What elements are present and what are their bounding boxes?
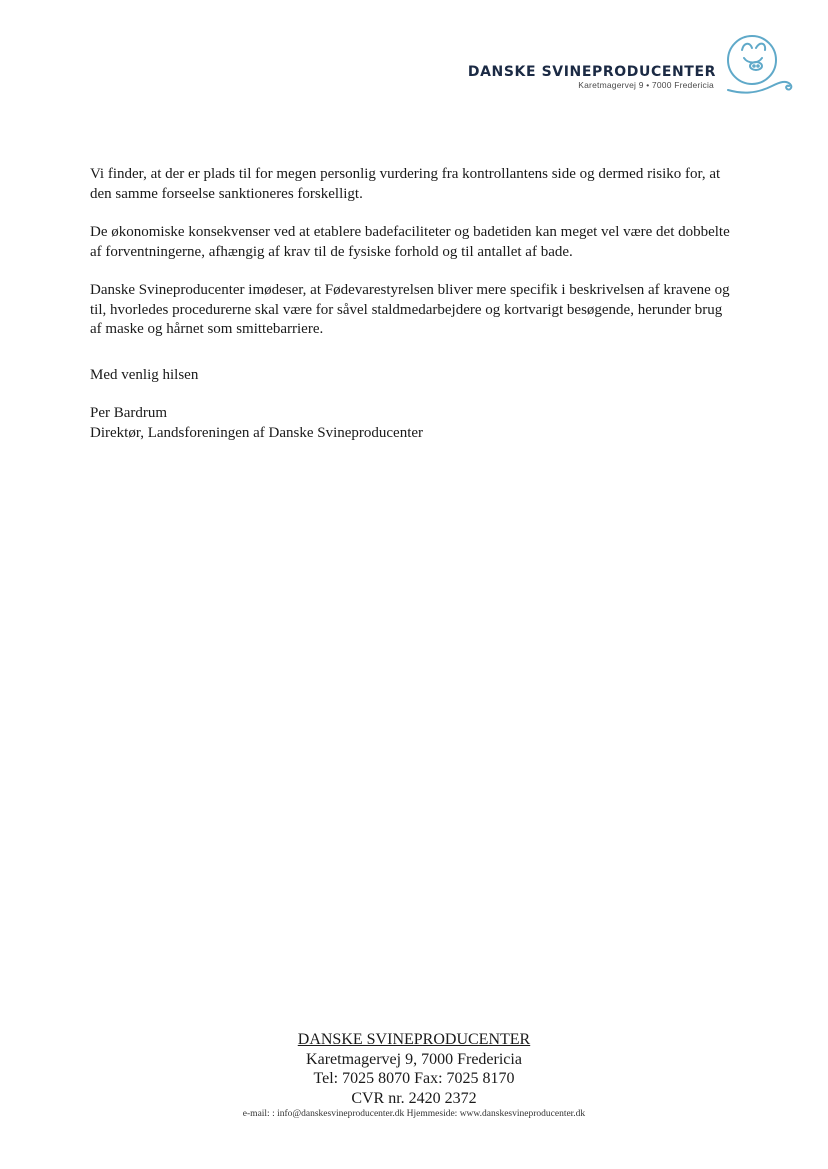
- footer-phone-fax: Tel: 7025 8070 Fax: 7025 8170: [313, 1070, 515, 1087]
- signature-block: [90, 404, 730, 443]
- signature-name: Per Bardrum: [90, 405, 168, 421]
- letter-body: [90, 165, 730, 462]
- footer-company-name: DANSKE SVINEPRODUCENTER: [297, 1031, 531, 1048]
- body-paragraph-2: De økonomiske konsekvenser ved at etablere badefaciliteter og badetiden kan meget vel være det dobbelte af forventningerne, afhængig af krav til de fysiske forhold og til antallet af bade.: [90, 224, 730, 260]
- letterhead-address: Karetmagervej 9 • 7000 Fredericia: [578, 80, 714, 90]
- footer-address: Karetmagervej 9, 7000 Fredericia: [306, 1050, 522, 1068]
- letterhead-company-name: DANSKE SVINEPRODUCENTER: [467, 64, 716, 80]
- footer-cvr: CVR nr. 2420 2372: [351, 1089, 477, 1107]
- pig-logo-icon: [722, 28, 800, 100]
- letterhead: [0, 0, 828, 110]
- body-paragraph-1: Vi finder, at der er plads til for megen personlig vurdering fra kontrollantens side og dermed risiko for, at den samme forseelse sanktioneres forskelligt.: [90, 166, 721, 202]
- closing-greeting: Med venlig hilsen: [90, 366, 199, 383]
- signature-title: Direktør, Landsforeningen af Danske Svineproducenter: [90, 424, 424, 441]
- letter-footer: [0, 1030, 828, 1121]
- body-paragraph-3: Danske Svineproducenter imødeser, at Fødevarestyrelsen bliver mere specifik i beskrivelsen af kravene og til, hvorledes procedurerne skal være for såvel staldmedarbejdere og kortvarigt besøgende, herunder brug af maske og hårnet som smittebarriere.: [90, 282, 730, 337]
- footer-contact: e-mail: : info@danskesvineproducenter.dk Hjemmeside: www.danskesvineproducenter.dk: [242, 1109, 586, 1119]
